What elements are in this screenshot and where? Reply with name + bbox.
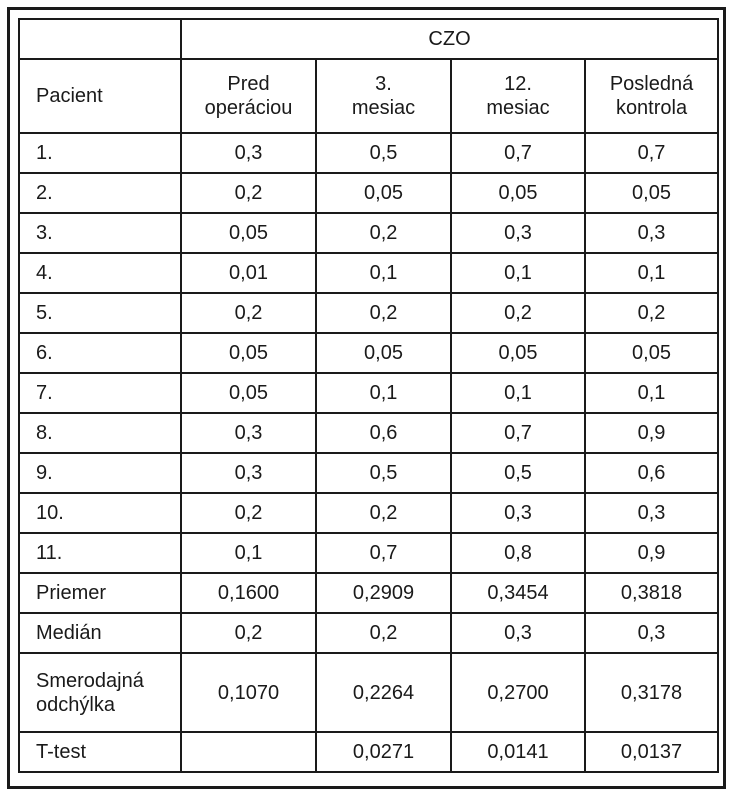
row-label-cell: Priemer: [19, 573, 181, 613]
value-cell: 0,05: [181, 373, 316, 413]
column-header: 12. mesiac: [451, 59, 585, 133]
value-cell: 0,2264: [316, 653, 451, 732]
value-cell: 0,0141: [451, 732, 585, 772]
summary-row: [19, 613, 718, 653]
patient-row: [19, 333, 718, 373]
value-cell: 0,3818: [585, 573, 718, 613]
value-cell: 0,1: [451, 253, 585, 293]
value-cell: 0,3: [451, 493, 585, 533]
value-cell: 0,3454: [451, 573, 585, 613]
value-cell: 0,1: [316, 253, 451, 293]
row-label-cell: 7.: [19, 373, 181, 413]
value-cell: 0,7: [316, 533, 451, 573]
value-cell: 0,2: [181, 613, 316, 653]
value-cell: 0,1070: [181, 653, 316, 732]
column-header-pacient: Pacient: [19, 59, 181, 133]
patient-row: [19, 253, 718, 293]
value-cell: 0,5: [451, 453, 585, 493]
value-cell: 0,05: [316, 173, 451, 213]
row-label-cell: 4.: [19, 253, 181, 293]
summary-row: [19, 573, 718, 613]
row-label-cell: 2.: [19, 173, 181, 213]
value-cell: 0,2: [181, 173, 316, 213]
value-cell: 0,3178: [585, 653, 718, 732]
value-cell: 0,1: [585, 253, 718, 293]
value-cell: 0,6: [316, 413, 451, 453]
row-label-cell: 5.: [19, 293, 181, 333]
value-cell: 0,6: [585, 453, 718, 493]
column-header: Posledná kontrola: [585, 59, 718, 133]
value-cell: 0,3: [585, 613, 718, 653]
value-cell: 0,7: [451, 133, 585, 173]
row-label-cell: 9.: [19, 453, 181, 493]
value-cell: 0,3: [585, 213, 718, 253]
value-cell: 0,5: [316, 133, 451, 173]
value-cell: 0,05: [451, 173, 585, 213]
value-cell: 0,0137: [585, 732, 718, 772]
value-cell: 0,2909: [316, 573, 451, 613]
value-cell: 0,3: [585, 493, 718, 533]
value-cell: 0,1: [585, 373, 718, 413]
patient-row: [19, 493, 718, 533]
summary-row: [19, 653, 718, 732]
value-cell: 0,2: [585, 293, 718, 333]
patient-row: [19, 453, 718, 493]
value-cell: 0,05: [585, 173, 718, 213]
patient-row: [19, 293, 718, 333]
value-cell: 0,0271: [316, 732, 451, 772]
row-label-cell: 10.: [19, 493, 181, 533]
patient-row: [19, 133, 718, 173]
czo-table: [18, 18, 719, 773]
patient-row: [19, 533, 718, 573]
value-cell: 0,9: [585, 413, 718, 453]
value-cell: 0,8: [451, 533, 585, 573]
value-cell: 0,9: [585, 533, 718, 573]
value-cell: 0,2: [316, 493, 451, 533]
value-cell: 0,01: [181, 253, 316, 293]
column-header: Pred operáciou: [181, 59, 316, 133]
row-label-cell: T-test: [19, 732, 181, 772]
empty-corner-cell: [19, 19, 181, 59]
patient-row: [19, 213, 718, 253]
patient-row: [19, 413, 718, 453]
value-cell: 0,3: [181, 453, 316, 493]
column-header: 3. mesiac: [316, 59, 451, 133]
row-label-cell: Medián: [19, 613, 181, 653]
row-label-cell: 3.: [19, 213, 181, 253]
value-cell: 0,2: [316, 293, 451, 333]
value-cell: 0,3: [181, 413, 316, 453]
row-label-cell: 6.: [19, 333, 181, 373]
value-cell: 0,3: [451, 213, 585, 253]
row-label-cell: 11.: [19, 533, 181, 573]
value-cell: 0,1: [181, 533, 316, 573]
value-cell: 0,05: [316, 333, 451, 373]
value-cell: 0,2: [181, 293, 316, 333]
value-cell: 0,7: [585, 133, 718, 173]
row-label-cell: Smerodajná odchýlka: [19, 653, 181, 732]
group-header-czo: CZO: [181, 19, 718, 59]
value-cell: 0,05: [181, 333, 316, 373]
value-cell: 0,2: [316, 213, 451, 253]
value-cell: 0,2: [316, 613, 451, 653]
row-label-cell: 1.: [19, 133, 181, 173]
value-cell: 0,2700: [451, 653, 585, 732]
value-cell: [181, 732, 316, 772]
table-frame: [7, 7, 726, 789]
value-cell: 0,3: [451, 613, 585, 653]
column-header-row: [19, 59, 718, 133]
value-cell: 0,7: [451, 413, 585, 453]
patient-row: [19, 373, 718, 413]
summary-row: [19, 732, 718, 772]
value-cell: 0,2: [181, 493, 316, 533]
value-cell: 0,1: [451, 373, 585, 413]
value-cell: 0,05: [181, 213, 316, 253]
value-cell: 0,3: [181, 133, 316, 173]
value-cell: 0,1: [316, 373, 451, 413]
row-label-cell: 8.: [19, 413, 181, 453]
value-cell: 0,05: [585, 333, 718, 373]
value-cell: 0,2: [451, 293, 585, 333]
patient-row: [19, 173, 718, 213]
value-cell: 0,05: [451, 333, 585, 373]
value-cell: 0,1600: [181, 573, 316, 613]
group-header-row: [19, 19, 718, 59]
value-cell: 0,5: [316, 453, 451, 493]
